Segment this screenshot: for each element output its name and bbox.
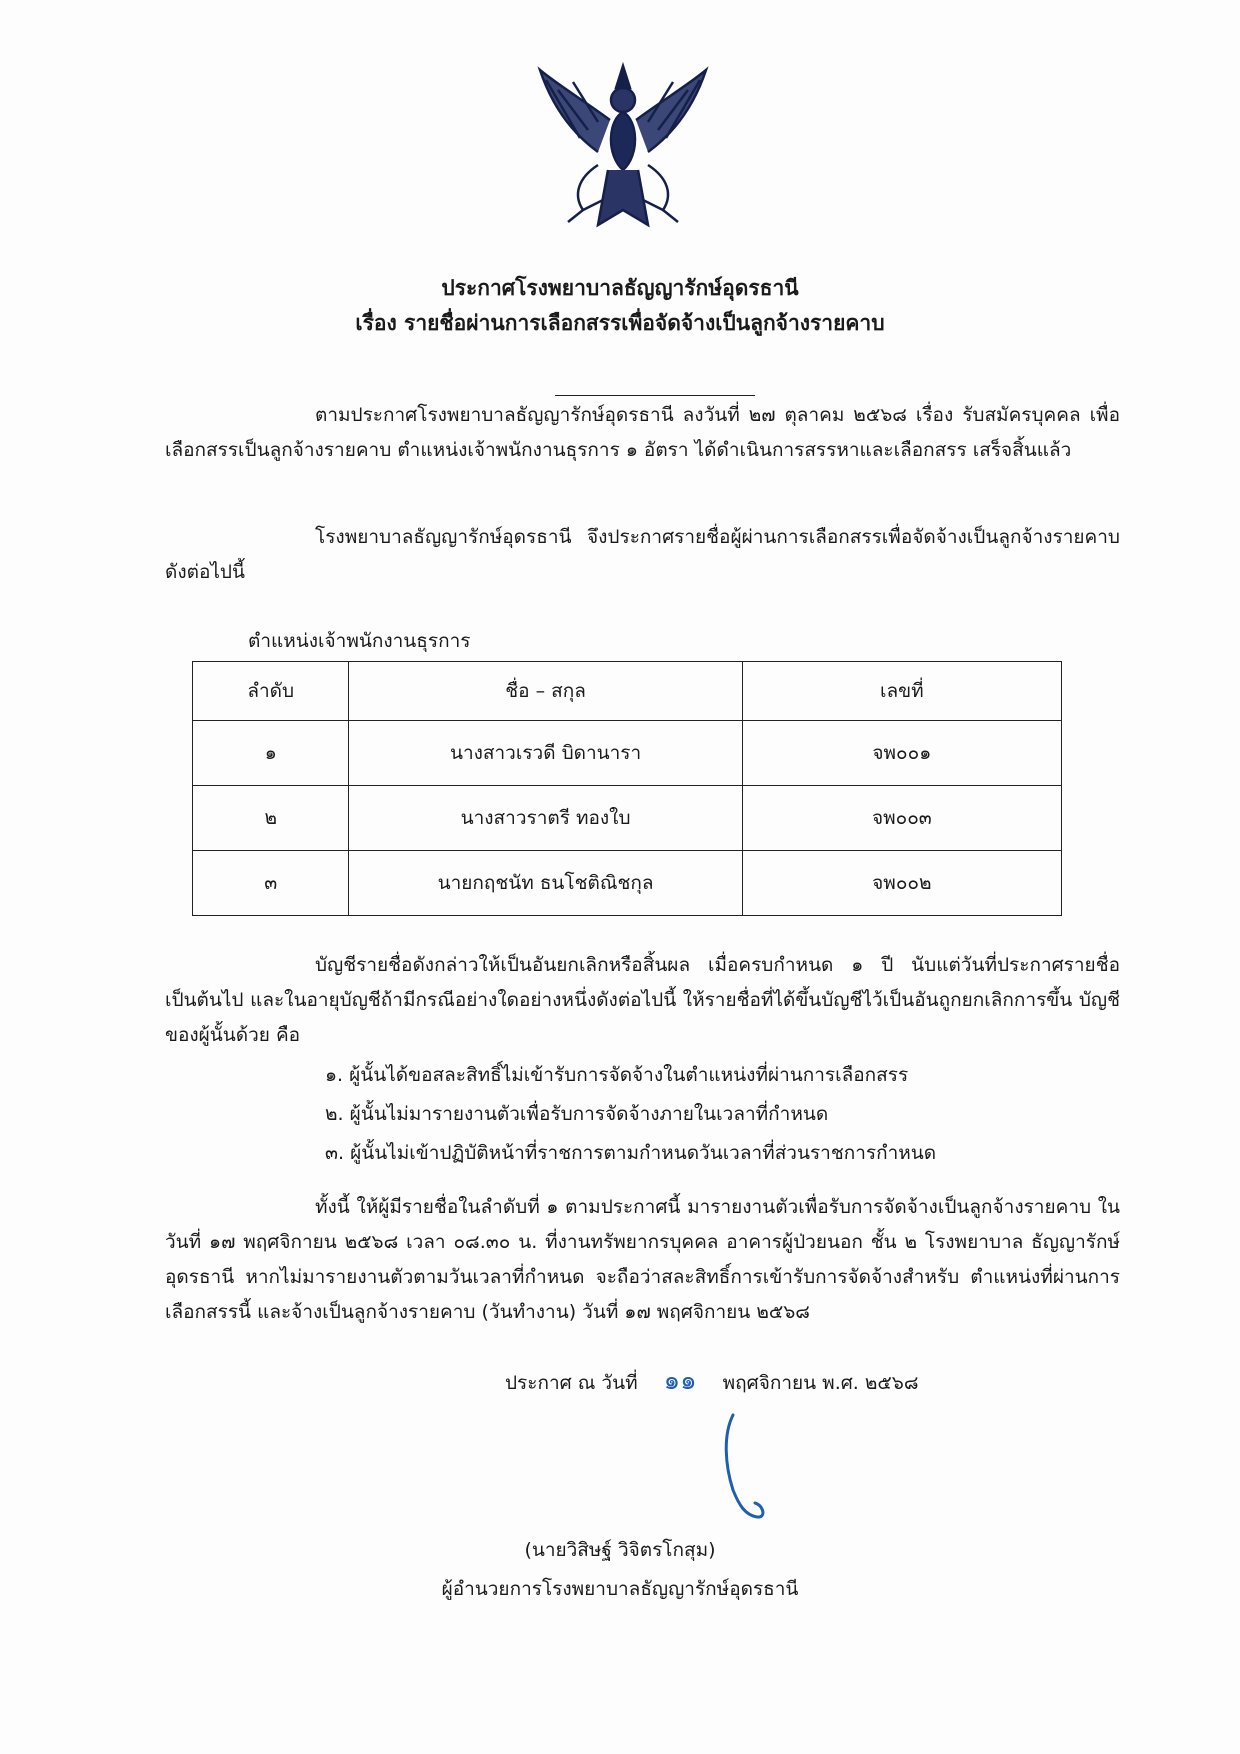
row-number: จพ๐๐๑ xyxy=(742,721,1061,786)
header-order: ลำดับ xyxy=(193,662,349,721)
position-heading: ตำแหน่งเจ้าพนักงานธุรการ xyxy=(248,630,471,652)
row-name: นายกฤชนัท ธนโชติณิชกุล xyxy=(349,851,742,916)
row-number: จพ๐๐๓ xyxy=(742,786,1061,851)
handwritten-signature-icon xyxy=(715,1405,805,1525)
condition-item: ๓. ผู้นั้นไม่เข้าปฏิบัติหน้าที่ราชการตามกำหนดวันเวลาที่ส่วนราชการกำหนด xyxy=(325,1142,937,1164)
signatory-name: (นายวิสิษฐ์ วิจิตรโกสุม) xyxy=(524,1539,716,1561)
row-number: จพ๐๐๒ xyxy=(742,851,1061,916)
row-name: นางสาวเรวดี บิดานารา xyxy=(349,721,742,786)
condition-item: ๑. ผู้นั้นได้ขอสละสิทธิ์ไม่เข้ารับการจัดจ้างในตำแหน่งที่ผ่านการเลือกสรร xyxy=(325,1064,909,1086)
header-name: ชื่อ – สกุล xyxy=(349,662,742,721)
date-prefix: ประกาศ ณ วันที่ xyxy=(505,1372,638,1394)
row-name: นางสาวราตรี ทองใบ xyxy=(349,786,742,851)
title-divider xyxy=(555,395,755,396)
paragraph-reference: ตามประกาศโรงพยาบาลธัญญารักษ์อุดรธานี ลงวันที่ ๒๗ ตุลาคม ๒๕๖๘ เรื่อง รับสมัครบุคคล เพื่อเลือกสรรเป็นลูกจ้างรายคาบ ตำแหน่งเจ้าพนักงานธุรการ ๑ อัตรา ได้ดำเนินการสรรหาและเลือกสรร เสร็จสิ้นแล้ว xyxy=(165,404,1120,461)
garuda-emblem-icon xyxy=(528,60,718,240)
signatory-title: ผู้อำนวยการโรงพยาบาลธัญญารักษ์อุดรธานี xyxy=(441,1578,799,1600)
paragraph-reporting: ทั้งนี้ ให้ผู้มีรายชื่อในลำดับที่ ๑ ตามประกาศนี้ มารายงานตัวเพื่อรับการจัดจ้างเป็นลูกจ้างรายคาบ ในวันที่ ๑๗ พฤศจิกายน ๒๕๖๘ เวลา ๐๘.๓๐ น. ที่งานทรัพยากรบุคคล อาคารผู้ป่วยนอก ชั้น ๒ โรงพยาบาล ธัญญารักษ์อุดรธานี หากไม่มารายงานตัวตามวันเวลาที่กำหนด จะถือว่าสละสิทธิ์การเข้ารับการจัดจ้างสำหรับ ตำแหน่งที่ผ่านการเลือกสรรนี้ และจ้างเป็นลูกจ้างรายคาบ (วันทำงาน) วันที่ ๑๗ พฤศจิกายน ๒๕๖๘ xyxy=(165,1196,1120,1323)
table-row xyxy=(193,721,1062,786)
row-order: ๓ xyxy=(193,851,349,916)
table-row xyxy=(193,851,1062,916)
table-row xyxy=(193,786,1062,851)
announcement-subject: เรื่อง รายชื่อผ่านการเลือกสรรเพื่อจัดจ้างเป็นลูกจ้างรายคาบ xyxy=(355,311,885,335)
paragraph-conditions: บัญชีรายชื่อดังกล่าวให้เป็นอันยกเลิกหรือสิ้นผล เมื่อครบกำหนด ๑ ปี นับแต่วันที่ประกาศรายชื่อ เป็นต้นไป และในอายุบัญชีถ้ามีกรณีอย่างใดอย่างหนึ่งดังต่อไปนี้ ให้รายชื่อที่ได้ขึ้นบัญชีไว้เป็นอันถูกยกเลิกการขึ้น บัญชีของผู้นั้นด้วย คือ xyxy=(165,954,1120,1046)
header-number: เลขที่ xyxy=(742,662,1061,721)
candidate-table xyxy=(192,661,1062,916)
table-header-row xyxy=(193,662,1062,721)
date-suffix: พฤศจิกายน พ.ศ. ๒๕๖๘ xyxy=(722,1372,919,1394)
condition-item: ๒. ผู้นั้นไม่มารายงานตัวเพื่อรับการจัดจ้างภายในเวลาที่กำหนด xyxy=(325,1103,829,1125)
date-day: ๑๑ xyxy=(663,1366,697,1396)
announcement-date xyxy=(505,1360,919,1401)
announcement-title: ประกาศโรงพยาบาลธัญญารักษ์อุดรธานี xyxy=(441,276,799,300)
row-order: ๑ xyxy=(193,721,349,786)
paragraph-announce: โรงพยาบาลธัญญารักษ์อุดรธานี จึงประกาศรายชื่อผู้ผ่านการเลือกสรรเพื่อจัดจ้างเป็นลูกจ้างรายคาบ ดังต่อไปนี้ xyxy=(165,526,1120,583)
row-order: ๒ xyxy=(193,786,349,851)
